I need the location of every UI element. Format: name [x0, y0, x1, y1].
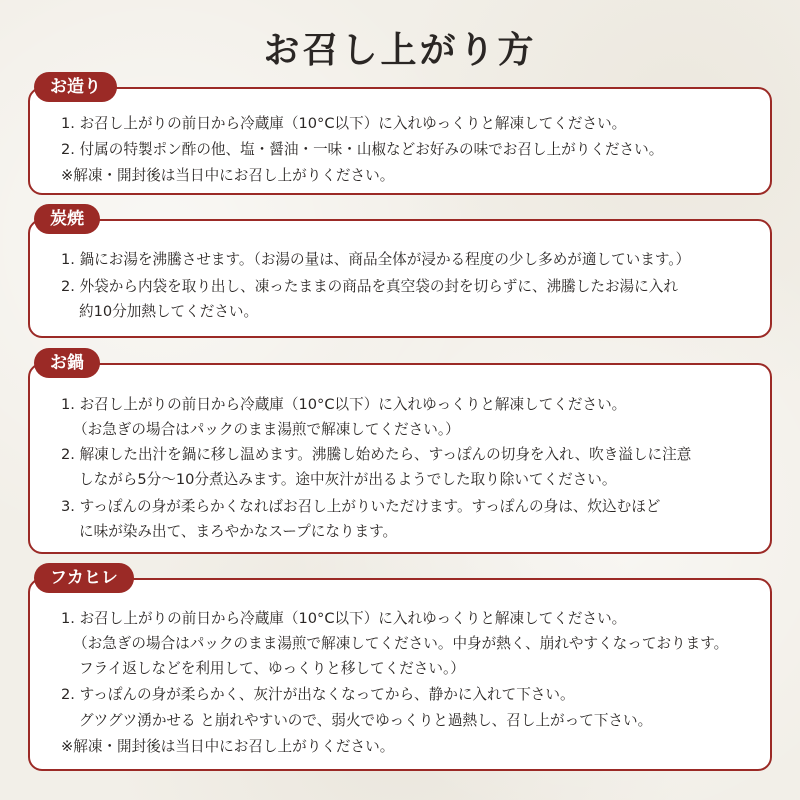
instruction-line: 2. すっぽんの身が柔らかく、灰汁が出なくなってから、静かに入れて下さい。: [61, 686, 575, 703]
instruction-line: 3. すっぽんの身が柔らかくなればお召し上がりいただけます。すっぽんの身は、炊込むほど: [61, 498, 661, 515]
section-label-onabe: お鍋: [34, 348, 100, 378]
instruction-line: 2. 付属の特製ポン酢の他、塩・醤油・一味・山椒などお好みの味でお召し上がりください。: [61, 141, 664, 158]
instruction-line: 約10分加熱してください。: [79, 303, 259, 320]
section-label-otsukuri: お造り: [34, 72, 117, 102]
instruction-line: 1. お召し上がりの前日から冷蔵庫（10°C以下）に入れゆっくりと解凍してください。: [61, 396, 627, 413]
instruction-line: しながら5分〜10分煮込みます。途中灰汁が出るようでした取り除いてください。: [79, 471, 617, 488]
instruction-line: に味が染み出て、まろやかなスープになります。: [79, 523, 398, 540]
instruction-line: 2. 解凍した出汁を鍋に移し温めます。沸騰し始めたら、すっぽんの切身を入れ、吹き溢しに注意: [61, 446, 692, 463]
instruction-line: 1. 鍋にお湯を沸騰させます。（お湯の量は、商品全体が浸かる程度の少し多めが適しています。）: [61, 251, 691, 268]
section-label-fukahire: フカヒレ: [34, 563, 134, 593]
note-line: ※解凍・開封後は当日中にお召し上がりください。: [61, 167, 395, 184]
page-title: お召し上がり方: [263, 29, 537, 71]
instruction-line: フライ返しなどを利用して、ゆっくりと移してください。）: [79, 660, 465, 677]
instruction-line: 1. お召し上がりの前日から冷蔵庫（10°C以下）に入れゆっくりと解凍してください。: [61, 115, 627, 132]
section-label-sumiyaki: 炭焼: [34, 204, 100, 234]
instruction-line: 1. お召し上がりの前日から冷蔵庫（10°C以下）に入れゆっくりと解凍してください。: [61, 610, 627, 627]
instruction-line: （お急ぎの場合はパックのまま湯煎で解凍してください。）: [73, 421, 460, 438]
note-line: ※解凍・開封後は当日中にお召し上がりください。: [61, 738, 395, 755]
instruction-line: 2. 外袋から内袋を取り出し、凍ったままの商品を真空袋の封を切らずに、沸騰したお湯に入れ: [61, 278, 678, 295]
instruction-line: グツグツ湧かせる と崩れやすいので、弱火でゆっくりと過熱し、召し上がって下さい。: [79, 712, 653, 729]
instruction-line: （お急ぎの場合はパックのまま湯煎で解凍してください。中身が熱く、崩れやすくなっております。: [73, 635, 729, 652]
